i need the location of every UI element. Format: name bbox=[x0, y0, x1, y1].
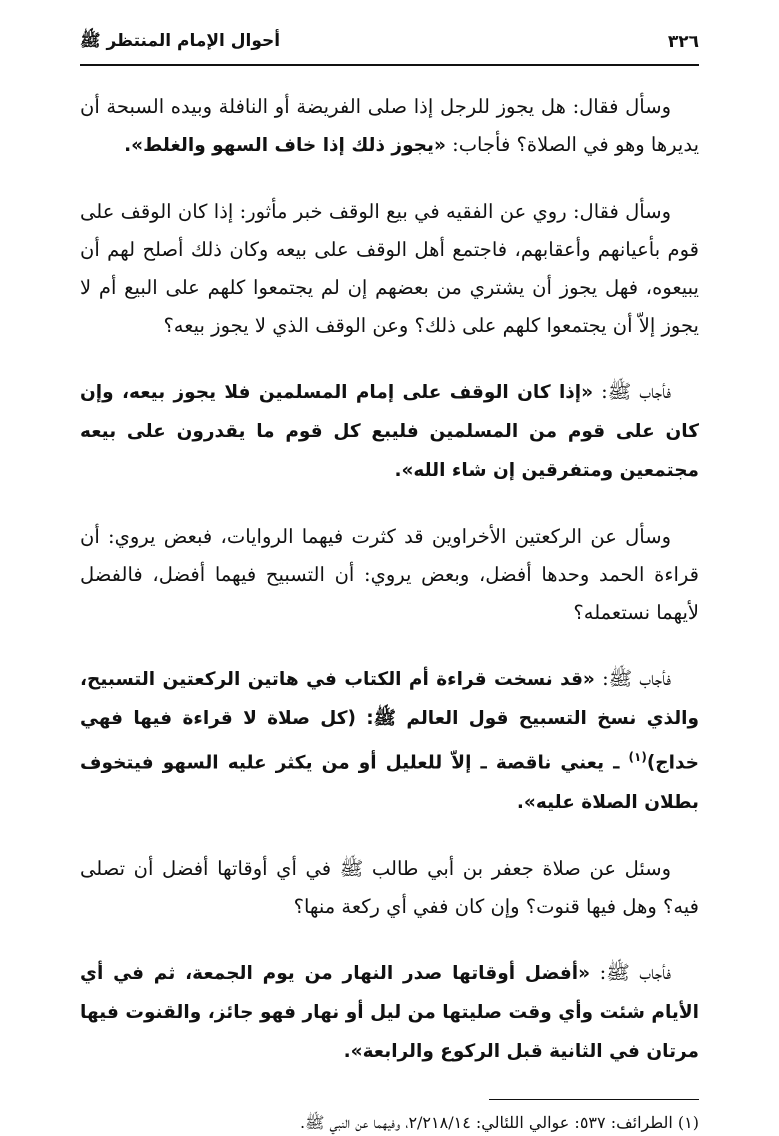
quote-text: «إذا كان الوقف على إمام المسلمين فلا يجوز بيعه، وإن كان على قوم من المسلمين فليبع كل قوم ما يقدرون على بيعه مجتمعين ومتفرقين إن شاء الله». bbox=[80, 382, 699, 481]
footnote-ref[interactable]: (١) bbox=[628, 750, 647, 764]
paragraph-3 bbox=[80, 373, 699, 490]
paragraph-5 bbox=[80, 660, 699, 822]
paragraph-text: وسأل فقال: روي عن الفقيه في بيع الوقف خبر مأثور: إذا كان الوقف على قوم بأعيانهم وأعقابهم، فاجتمع أهل الوقف على بيعه وكان ذلك أصلح لهم أن يبيعوه، فهل يجوز أن يشتري من بعضهم إن لم يجتمعوا كلهم على البيع أم لا يجوز إلاّ أن يجتمعوا كلهم على ذلك؟ وعن الوقف الذي لا يجوز بيعه؟ bbox=[80, 200, 699, 337]
paragraph-6 bbox=[80, 850, 699, 926]
paragraph-text: فأجاب ﷺ: bbox=[594, 667, 671, 690]
paragraph-text: وسأل فقال: هل يجوز للرجل إذا صلى الفريضة أو النافلة وبيده السبحة أن يديرها وهو في الصلاة؟ فأجاب: bbox=[80, 95, 699, 156]
paragraph-text: فأجاب ﷺ: bbox=[590, 960, 671, 984]
quote-text: «أفضل أوقاتها صدر النهار من يوم الجمعة، ثم في أي الأيام شئت وأي وقت صليتها من ليل أو نهار فهو جائز، والقنوت فيها مرتان في الثانية قبل الركوع والرابعة». bbox=[80, 962, 699, 1062]
running-title: أحوال الإمام المنتظر ﷺ bbox=[80, 30, 281, 51]
header-rule bbox=[80, 64, 699, 66]
paragraph-7 bbox=[80, 954, 699, 1071]
footnote: (١) الطرائف: ٥٣٧: عوالي اللئالي: ٢/٢١٨/١٤، وفيهما عن النبي ﷺ. bbox=[300, 1112, 699, 1132]
quote-text-continued: ـ يعني ناقصة ـ إلاّ للعليل أو من يكثر عليه السهو فيتخوف بطلان الصلاة عليه». bbox=[80, 752, 699, 813]
page-number: ٣٢٦ bbox=[667, 32, 699, 52]
paragraph-2 bbox=[80, 193, 699, 345]
page-header bbox=[80, 26, 699, 58]
paragraph-text: فأجاب ﷺ: bbox=[593, 380, 671, 403]
paragraph-text: وسئل عن صلاة جعفر بن أبي طالب ﷺ في أي أوقاتها أفضل أن تصلى فيه؟ وهل فيها قنوت؟ وإن كان ففي أي ركعة منها؟ bbox=[80, 856, 699, 918]
paragraph-text: وسأل عن الركعتين الأخراوين قد كثرت فيهما الروايات، فبعض يروي: أن قراءة الحمد وحدها أفضل، وبعض يروي: أن التسبيح فيهما أفضل، فالفضل لأيهما نستعمله؟ bbox=[80, 525, 699, 624]
footnote-rule bbox=[489, 1099, 699, 1100]
quote-text: «يجوز ذلك إذا خاف السهو والغلط». bbox=[124, 135, 446, 156]
quote-text: «قد نسخت قراءة أم الكتاب في هاتين الركعتين التسبيح، والذي نسخ التسبيح قول العالم ﷺ: (كل صلاة لا قراءة فيها فهي خداج) bbox=[80, 669, 699, 774]
paragraph-4 bbox=[80, 518, 699, 632]
paragraph-1 bbox=[80, 88, 699, 165]
